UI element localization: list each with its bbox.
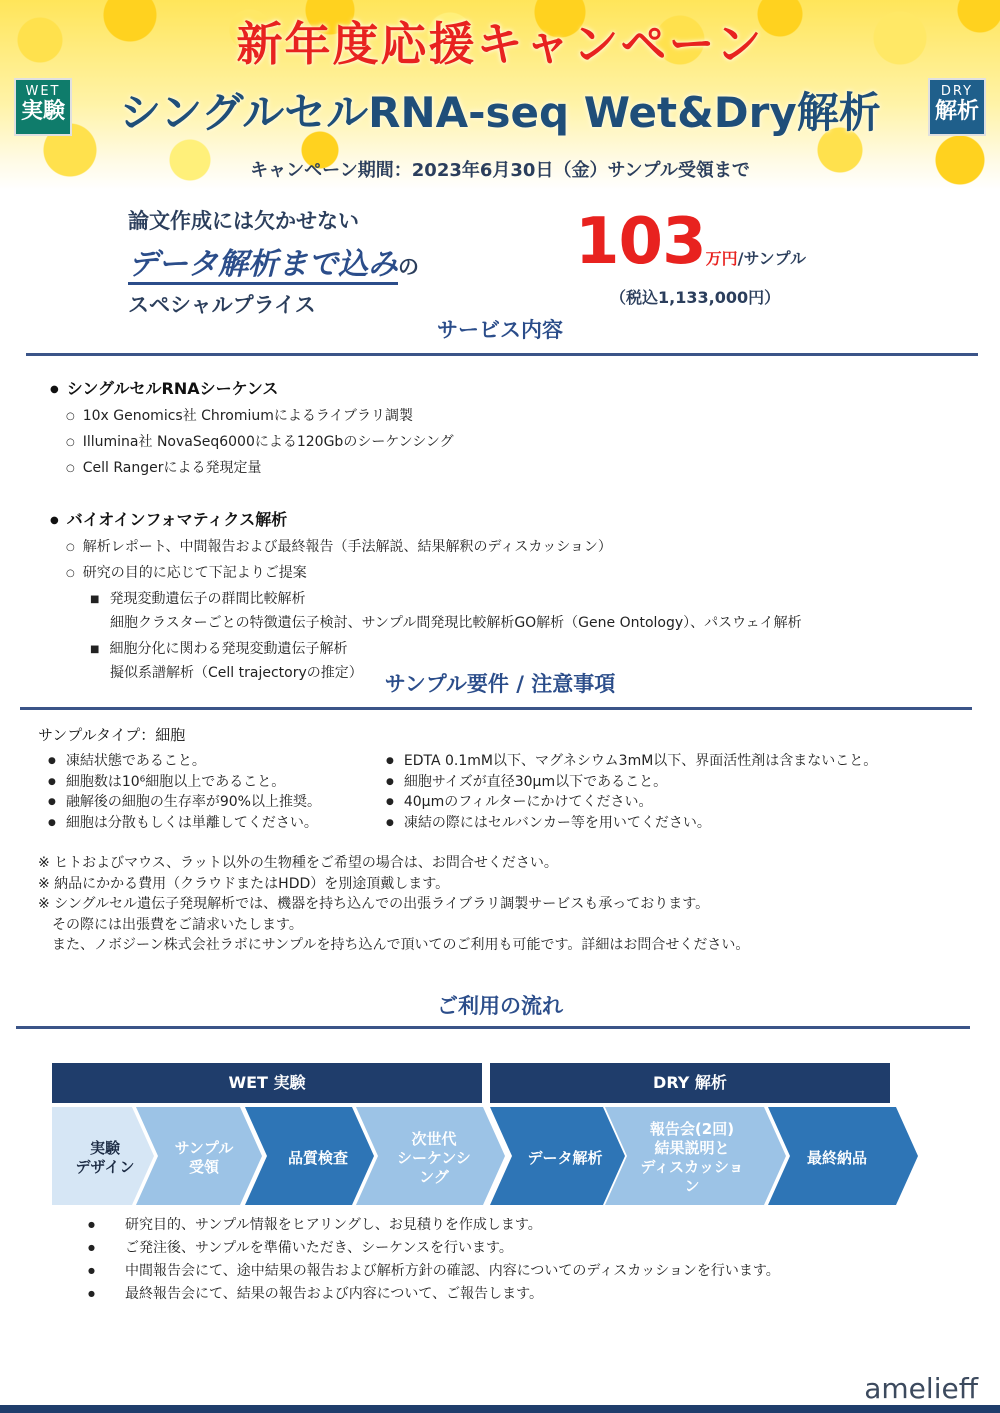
- dry-badge-small: DRY: [940, 84, 974, 99]
- analysis-option-title: ■ 細胞分化に関わる発現変動遺伝子解析: [90, 638, 950, 658]
- promo-line2-tail: の: [398, 255, 419, 279]
- service-item: ○ 研究の目的に応じて下記よりご提案: [66, 562, 950, 582]
- sample-heading: サンプル要件 / 注意事項: [384, 672, 616, 696]
- requirement-item: ● EDTA 0.1mM以下、マグネシウム3mM以下、界面活性剤は含まないこと。: [386, 750, 966, 771]
- price-tax-included: （税込1,133,000円）: [610, 288, 781, 307]
- campaign-subtitle: シングルセルRNA-seq Wet&Dry解析: [119, 88, 881, 137]
- requirements-left: [48, 750, 388, 832]
- process-step-label: 品質検査: [287, 1148, 348, 1167]
- campaign-title: 新年度応援キャンペーン: [236, 17, 764, 71]
- flow-note: ● 中間報告会にて、途中結果の報告および解析方針の確認、内容についてのディスカッションを行います。: [88, 1260, 968, 1283]
- promo-emphasis: データ解析まで込み: [128, 247, 398, 285]
- promo-line3: スペシャルプライス: [128, 293, 316, 317]
- analysis-option-detail: 細胞クラスターごとの特徴遺伝子検討、サンプル間発現比較解析GO解析（Gene Ontology）、パスウェイ解析: [110, 615, 802, 631]
- flow-note: ● 最終報告会にて、結果の報告および内容について、ご報告します。: [88, 1283, 968, 1306]
- price-number: 103: [575, 205, 706, 279]
- footer-bar: [0, 1405, 1000, 1413]
- note-line: ※ ヒトおよびマウス、ラット以外の生物種をご希望の場合は、お問合せください。: [38, 855, 558, 871]
- header-banner: [0, 0, 1000, 190]
- dry-badge: [928, 78, 986, 136]
- requirement-item: ● 細胞サイズが直径30μm以下であること。: [386, 771, 966, 792]
- company-logo: amelieff: [864, 1372, 978, 1405]
- process-step-label: 次世代 シーケンシ ング: [397, 1129, 471, 1186]
- service-item: ○ Illumina社 NovaSeq6000による120Gbのシーケンシング: [66, 431, 950, 451]
- flow-note: ● 研究目的、サンプル情報をヒアリングし、お見積りを作成します。: [88, 1214, 968, 1237]
- service-item: ○ 解析レポート、中間報告および最終報告（手法解説、結果解釈のディスカッション）: [66, 536, 950, 556]
- service-heading: サービス内容: [437, 318, 563, 342]
- requirements-right: [386, 750, 966, 832]
- process-step-label: サンプル 受領: [174, 1139, 234, 1176]
- price-unit: [706, 246, 806, 269]
- sample-divider: [20, 707, 972, 710]
- service-item: ○ 10x Genomics社 Chromiumによるライブラリ調製: [66, 405, 950, 425]
- dry-badge-big: 解析: [934, 99, 979, 124]
- wet-badge-big: 実験: [20, 99, 65, 124]
- process-step-label: データ解析: [527, 1148, 603, 1167]
- note-line: ※ 納品にかかる費用（クラウドまたはHDD）を別途頂戴します。: [38, 875, 450, 892]
- note-line: ※ シングルセル遺伝子発現解析では、機器を持ち込んでの出張ライブラリ調製サービスも承っております。: [38, 896, 710, 912]
- service-content: [50, 372, 950, 682]
- flow-note: ● ご発注後、サンプルを準備いただき、シーケンスを行います。: [88, 1237, 968, 1260]
- process-step-label: 報告会(2回) 結果説明と ディスカッショ ン: [640, 1120, 744, 1195]
- campaign-period: キャンペーン期間：2023年6月30日（金）サンプル受領まで: [250, 160, 750, 181]
- wet-badge: [14, 78, 72, 136]
- process-step-label: 実験 デザイン: [75, 1139, 135, 1176]
- promo-line2: [128, 239, 488, 283]
- analysis-option-title: ■ 発現変動遺伝子の群間比較解析: [90, 588, 950, 608]
- note-line: その際には出張費をご請求いたします。: [52, 916, 303, 933]
- dry-phase-header: DRY 解析: [490, 1063, 890, 1103]
- note-line: また、ノボジーン株式会社ラボにサンプルを持ち込んで頂いてのご利用も可能です。詳細はお問合せください。: [52, 937, 750, 953]
- service-group-title: ● シングルセルRNAシーケンス: [50, 376, 950, 399]
- flow-notes: [88, 1214, 968, 1306]
- service-item: ○ Cell Rangerによる発現定量: [66, 457, 950, 477]
- service-group-title: ● バイオインフォマティクス解析: [50, 507, 950, 530]
- analysis-option-detail: 擬似系譜解析（Cell trajectoryの推定）: [110, 665, 363, 681]
- service-divider: [26, 353, 978, 356]
- flow-heading: ご利用の流れ: [437, 994, 563, 1018]
- flow-divider: [16, 1026, 970, 1029]
- process-step-label: 最終納品: [806, 1148, 867, 1167]
- wet-badge-small: WET: [25, 84, 61, 99]
- notes: [38, 852, 978, 955]
- requirement-item: ● 細胞数は10⁶細胞以上であること。: [48, 771, 388, 792]
- sample-type: サンプルタイプ：細胞: [38, 726, 186, 744]
- requirement-item: ● 40μmのフィルターにかけてください。: [386, 791, 966, 812]
- requirement-item: ● 凍結状態であること。: [48, 750, 388, 771]
- promo-line1: 論文作成には欠かせない: [128, 209, 359, 233]
- wet-phase-header: WET 実験: [52, 1063, 482, 1103]
- requirement-item: ● 細胞は分散もしくは単離してください。: [48, 812, 388, 833]
- price-block: [575, 205, 835, 308]
- price-unit-man: 万円: [705, 249, 738, 268]
- requirement-item: ● 凍結の際にはセルバンカー等を用いてください。: [386, 812, 966, 833]
- requirement-item: ● 融解後の細胞の生存率が90%以上推奨。: [48, 791, 388, 812]
- promo-text: [128, 205, 488, 319]
- price-unit-per-sample: /サンプル: [737, 249, 807, 268]
